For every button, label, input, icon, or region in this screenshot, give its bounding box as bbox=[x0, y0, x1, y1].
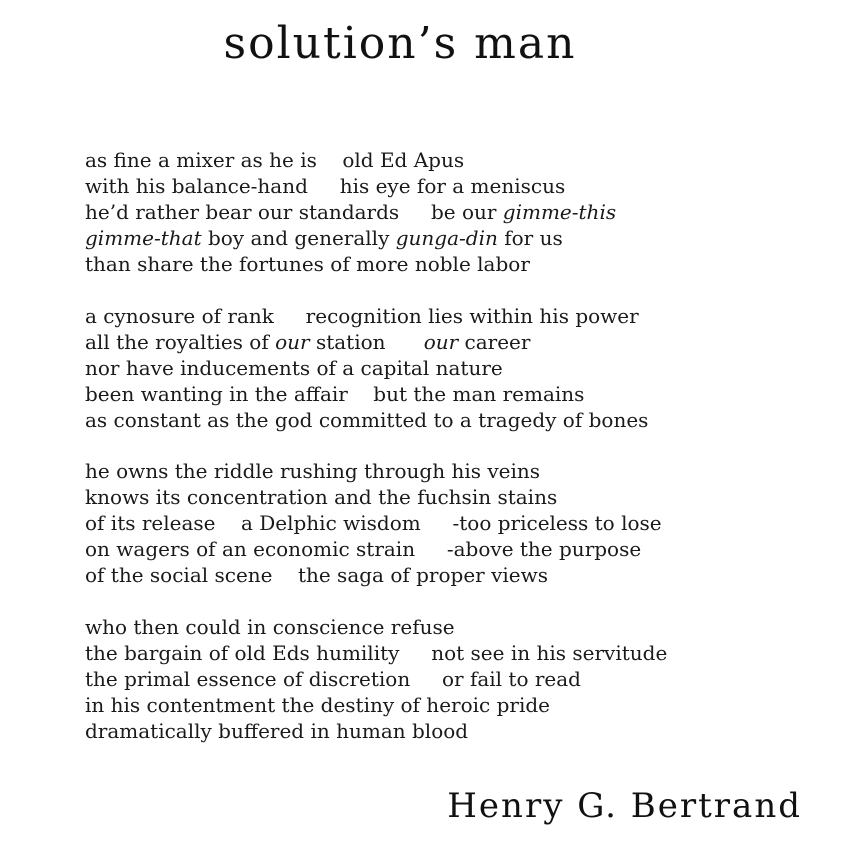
stanza bbox=[85, 303, 805, 433]
line-text: all the royalties of bbox=[85, 329, 276, 354]
poem-line bbox=[85, 640, 805, 666]
poem-line bbox=[85, 614, 805, 640]
line-text: station bbox=[309, 329, 424, 354]
line-text: of its release a Delphic wisdom -too priceless to lose bbox=[85, 511, 662, 535]
line-text: than share the fortunes of more noble labor bbox=[85, 252, 530, 276]
poem-line bbox=[85, 536, 805, 562]
line-text: as constant as the god committed to a tragedy of bones bbox=[85, 407, 649, 432]
line-text: the bargain of old Eds humility not see in his servitude bbox=[85, 640, 668, 665]
italic-text: our bbox=[423, 329, 459, 354]
line-text: of the social scene the saga of proper views bbox=[85, 563, 548, 587]
stanza bbox=[85, 614, 805, 744]
italic-text: gimme-that bbox=[85, 226, 202, 250]
line-text: he owns the riddle rushing through his veins bbox=[85, 459, 541, 483]
poem-line bbox=[85, 381, 805, 407]
line-text: for us bbox=[497, 226, 563, 250]
poem-line bbox=[85, 407, 805, 433]
poem-line bbox=[85, 329, 805, 355]
line-text: as fine a mixer as he is old Ed Apus bbox=[85, 148, 465, 172]
poem-title: solution’s man bbox=[223, 18, 577, 69]
line-text: he’d rather bear our standards be our bbox=[85, 200, 503, 224]
line-text: been wanting in the affair but the man remains bbox=[85, 381, 585, 406]
italic-text: our bbox=[275, 329, 310, 354]
poem-line bbox=[85, 562, 805, 588]
line-text: nor have inducements of a capital nature bbox=[85, 355, 503, 380]
line-text: career bbox=[458, 329, 531, 354]
poem-line bbox=[85, 666, 805, 692]
poem-line bbox=[85, 147, 805, 173]
poem-line bbox=[85, 458, 805, 484]
line-text: the primal essence of discretion or fail to read bbox=[85, 666, 581, 691]
line-text: a cynosure of rank recognition lies within his power bbox=[85, 303, 639, 328]
poem-line bbox=[85, 225, 805, 251]
line-text: who then could in conscience refuse bbox=[85, 614, 455, 639]
author-name: Henry G. Bertrand bbox=[447, 786, 802, 826]
poem-line bbox=[85, 303, 805, 329]
italic-text: gunga-din bbox=[395, 226, 498, 250]
poem-line bbox=[85, 484, 805, 510]
stanza bbox=[85, 458, 805, 588]
line-text: on wagers of an economic strain -above the purpose bbox=[85, 537, 642, 561]
stanza bbox=[85, 147, 805, 277]
poem-line bbox=[85, 251, 805, 277]
poem-line bbox=[85, 692, 805, 718]
poem-line bbox=[85, 718, 805, 744]
poem-line bbox=[85, 355, 805, 381]
line-text: knows its concentration and the fuchsin stains bbox=[85, 485, 558, 509]
line-text: boy and generally bbox=[201, 226, 396, 250]
italic-text: gimme-this bbox=[502, 200, 617, 224]
line-text: in his contentment the destiny of heroic pride bbox=[85, 692, 550, 717]
poem-line bbox=[85, 510, 805, 536]
poem-line bbox=[85, 199, 805, 225]
poem-body bbox=[85, 147, 805, 769]
poem-line bbox=[85, 173, 805, 199]
line-text: with his balance-hand his eye for a meniscus bbox=[85, 174, 566, 198]
line-text: dramatically buffered in human blood bbox=[85, 718, 469, 743]
